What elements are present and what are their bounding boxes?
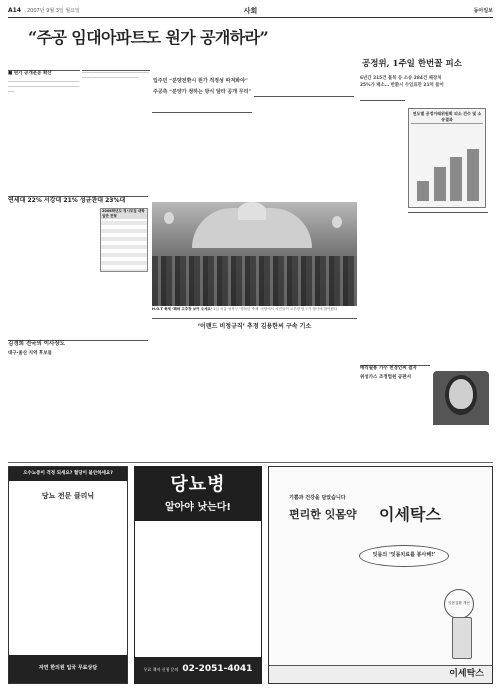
right-story-subheads	[360, 75, 485, 89]
ad-right-brand-bottom: 이세탁스	[449, 669, 484, 679]
info-graphic	[408, 108, 486, 208]
product-bottle-icon	[452, 617, 472, 659]
portrait-story-sub: 위성가스 조정법원 공판서	[360, 374, 411, 380]
photo-caption	[152, 307, 357, 312]
main-story-col-3	[152, 112, 252, 197]
photo-caption-text: 2일 서울 성북구 ‘행복한 축제’ 마당에서 시민들이 고추장 담그기 행사에 참여했다.	[213, 307, 339, 311]
ad-middle-line1: 당뇨병	[170, 474, 226, 496]
issue-date: 2007년 9월 3일 월요일	[27, 7, 80, 14]
mid-story-heading: 연세대 22% 서강대 21% 성균관대 23%대	[8, 197, 126, 204]
lower-mid-headline: ‘이랜드 비정규직’ 추정 김용한씨 구속 기소	[197, 323, 312, 330]
portrait-story	[360, 365, 430, 460]
ad-separator	[8, 462, 493, 463]
photo-caption-bold: H.O.T 축제 ‘폐쇄 고추장 보여 오세요’	[152, 307, 213, 311]
body-text: ─────────────────────────────────────────────────────────	[82, 71, 150, 81]
photo-dome	[238, 202, 266, 220]
ad-left	[8, 466, 128, 684]
info-bar	[467, 149, 479, 201]
right-subhead-1: 6년간 215건 불복 등 소송 284건 패장처	[360, 76, 442, 81]
info-graphic-title: 연도별 공정거래위원회 피소 건수 및 소송결과	[412, 111, 482, 122]
lower-left-story	[8, 340, 148, 460]
ad-right-slogan: 편리한 잇몸약	[289, 508, 357, 521]
ad-right-stamp: 잇몸질환 개선	[444, 589, 474, 619]
ad-left-top: 오수뇨증이 걱정 되세요? 혈당이 불안하세요?	[9, 467, 127, 481]
photo-crowd	[152, 256, 357, 306]
admission-table	[100, 208, 148, 272]
info-bar	[450, 157, 462, 201]
main-story-col-4	[254, 96, 354, 196]
ad-middle-line2: 알아야 낫는다!	[164, 502, 231, 514]
ad-right-tagline: 기쁨과 건강을 담았습니다	[289, 495, 346, 501]
photo-tree	[332, 216, 342, 228]
photo-tree	[164, 212, 174, 224]
main-story-col-1	[8, 70, 80, 190]
ad-right-bubble: 잇몸의 ‘잇몸치료를 봉사해!’	[359, 545, 449, 567]
main-story-col-2	[82, 70, 150, 190]
ad-middle-phone: 02-2051-4041	[182, 664, 253, 675]
portrait-face	[449, 379, 473, 409]
right-subhead-2: 25%가 패소… 반환시 수임료만 21억 들어	[360, 83, 444, 89]
body-text: ─────────────────────────────────────────────────────────────────────	[8, 79, 80, 95]
lower-mid-story	[152, 318, 357, 458]
admission-table-title: 2008학년도 정시모집 대학 일반 전형	[101, 209, 147, 219]
ad-middle-phone-label: 무료 책자 신청 문의	[143, 667, 179, 673]
main-story-col-heading: ■ 원가 공개운동 확산	[8, 71, 52, 76]
page-number: A14	[8, 7, 21, 15]
main-headline: “주공 임대아파트도 원가 공개하라”	[28, 28, 269, 47]
section-title: 사회	[243, 7, 258, 16]
ad-middle-phone-bar	[135, 657, 261, 683]
page-header	[8, 6, 493, 18]
ad-left-title: 당뇨 전문 클리닉	[41, 492, 95, 500]
lower-left-subheading: 대구·울산 지역 후보들	[8, 350, 52, 356]
ad-right-brand: 이세탁스	[379, 505, 441, 524]
ad-right-bottom-bar	[269, 665, 492, 683]
info-bar	[417, 181, 429, 201]
portrait-story-heading: 매직필용 가수 천경인씨 결자	[360, 366, 417, 371]
right-story-headline: 공정위, 1주일 한번꼴 피소	[362, 59, 462, 69]
newspaper-name: 동아일보	[473, 7, 493, 14]
subhead-2: 주공측 “분양가 정하는 방식 달라 공개 무리”	[153, 89, 252, 95]
ad-middle-banner	[135, 467, 261, 521]
right-story-col-2	[408, 212, 488, 362]
ad-left-bottom: 자연 한의원 입국 무료상담	[9, 655, 127, 683]
ad-right	[268, 466, 493, 684]
festival-photo	[152, 202, 357, 306]
main-subheads	[153, 76, 353, 98]
lower-left-heading: 김경희 전국의 이사장도	[8, 341, 65, 347]
subhead-1: 입주민 “분양전환시 원가 적정성 따져봐야”	[153, 78, 248, 84]
ad-middle	[134, 466, 262, 684]
info-graphic-bars	[415, 141, 481, 201]
info-bar	[434, 167, 446, 201]
portrait-photo	[433, 371, 489, 425]
